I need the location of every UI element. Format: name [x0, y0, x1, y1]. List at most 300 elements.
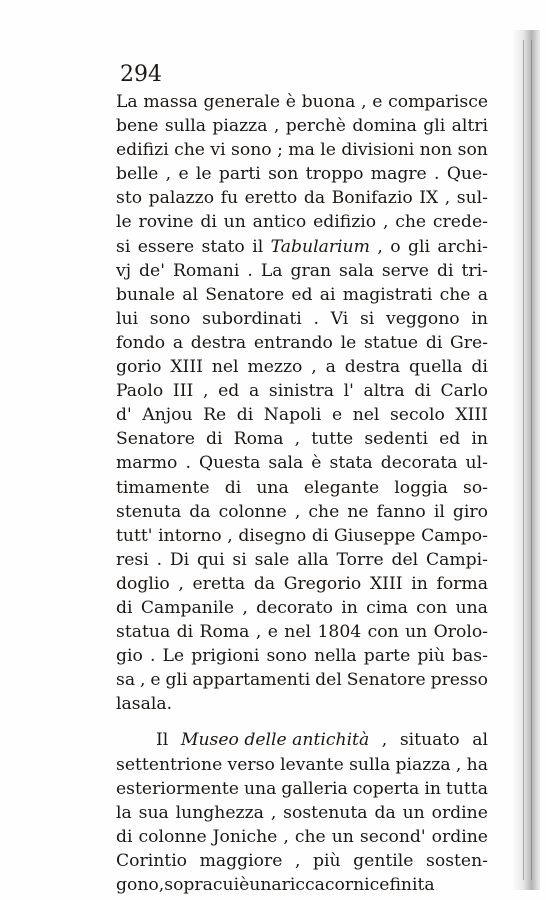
word: .: [185, 453, 191, 474]
word: di: [425, 332, 443, 353]
word: da: [189, 501, 211, 522]
word: elegante: [303, 477, 380, 498]
word: sopra: [164, 875, 213, 895]
word: una: [243, 778, 277, 799]
text-line: [116, 596, 488, 620]
word: Corintio: [116, 850, 188, 871]
word: fu: [220, 188, 239, 209]
word: giro: [452, 501, 488, 522]
word: verso: [227, 754, 275, 775]
word: sala: [339, 260, 374, 281]
word: subordinati: [202, 308, 302, 329]
word: entrando: [253, 332, 333, 353]
word: divisioni: [341, 140, 415, 161]
paragraph: [116, 90, 488, 716]
word: non: [419, 140, 453, 161]
word: ,: [140, 670, 146, 691]
word: galleria: [281, 778, 348, 799]
word: archi-: [437, 236, 488, 257]
text-line: [116, 849, 488, 873]
word: statua: [116, 622, 171, 643]
word: Carlo: [440, 381, 488, 402]
word: gio: [116, 646, 143, 667]
word: ai: [319, 284, 336, 305]
word: si: [232, 549, 247, 570]
word: da: [374, 802, 396, 823]
text-line: [116, 403, 488, 427]
word: tutta: [445, 778, 488, 799]
word: a: [477, 284, 488, 305]
word: che: [174, 140, 205, 161]
word: le: [195, 164, 212, 185]
word: Le: [162, 646, 185, 667]
word: sul-: [456, 188, 488, 209]
word: destra: [344, 357, 401, 378]
word: Campo-: [421, 525, 488, 546]
word: Senatore: [346, 670, 426, 691]
word: tutte: [311, 429, 354, 450]
word: 1804: [317, 622, 362, 643]
word: gli: [423, 116, 446, 137]
word: ,: [202, 381, 209, 402]
word: intorno: [158, 525, 222, 546]
word: domina: [352, 116, 417, 137]
word: a: [325, 357, 336, 378]
word: a: [172, 332, 184, 353]
word: Orolo-: [433, 622, 488, 643]
word: destra: [190, 332, 247, 353]
italic-phrase: Tabularium: [270, 236, 370, 257]
word: sua: [138, 802, 169, 823]
word: statue: [363, 332, 419, 353]
text-line: [116, 668, 488, 692]
word: ,: [255, 622, 262, 643]
word: Gregorio: [283, 573, 362, 594]
word: di: [206, 429, 223, 450]
word: ;: [277, 140, 283, 161]
word: .: [247, 260, 253, 281]
word: l': [343, 381, 354, 402]
word: mezzo: [247, 357, 303, 378]
word: più: [417, 646, 445, 667]
word: ,: [311, 357, 317, 378]
word: sa: [116, 670, 136, 691]
word: decorata: [380, 453, 458, 474]
word: stenuta: [116, 501, 182, 522]
word: magre: [370, 164, 427, 185]
word: sono: [231, 140, 272, 161]
page-number: 294: [120, 62, 162, 87]
word: ,: [381, 730, 388, 751]
word: di: [224, 477, 242, 498]
word: ul-: [465, 453, 488, 474]
word: .: [149, 646, 156, 667]
word: una: [249, 875, 282, 895]
text-line: [116, 210, 488, 234]
word: second': [359, 826, 426, 847]
text-line: [116, 524, 488, 548]
text-line: [116, 801, 488, 825]
word: ordine: [431, 826, 488, 847]
word: le: [340, 332, 357, 353]
word: sala: [131, 694, 167, 715]
word: .: [313, 308, 319, 329]
word: al: [182, 284, 199, 305]
word: Romani: [172, 260, 240, 281]
word: di: [200, 212, 217, 233]
word: La: [260, 260, 283, 281]
word: XIII: [455, 405, 488, 426]
word: Bonifazio: [331, 188, 413, 209]
text-line: [116, 235, 488, 259]
text-line: [116, 379, 488, 403]
word: levante: [280, 754, 344, 775]
text-line: [116, 355, 488, 379]
word: Il: [156, 730, 169, 751]
word: coperta: [352, 778, 420, 799]
word: ,: [273, 116, 280, 137]
text-line: [116, 476, 488, 500]
text-line: [116, 620, 488, 644]
word: Napoli: [263, 405, 322, 426]
word: che: [294, 826, 326, 847]
word: è: [311, 453, 322, 474]
word: prigioni: [191, 646, 260, 667]
text-line: [116, 753, 488, 777]
text-line: [116, 283, 488, 307]
word: ,: [294, 429, 301, 450]
word: sostenuta: [283, 802, 368, 823]
word: le: [116, 212, 132, 233]
word: ,: [294, 850, 301, 871]
word: di: [176, 622, 194, 643]
word: parte: [363, 646, 411, 667]
word: Di: [169, 549, 190, 570]
word: son: [268, 164, 299, 185]
word: con: [367, 622, 399, 643]
word: ordine: [431, 802, 488, 823]
text-line: [116, 114, 488, 138]
word: le: [320, 140, 336, 161]
word: rovine: [138, 212, 194, 233]
word: stata: [329, 453, 373, 474]
word: XIII: [369, 573, 403, 594]
word: che: [395, 212, 427, 233]
word: di: [414, 381, 431, 402]
word: doglio: [116, 573, 170, 594]
word: marmo: [116, 453, 178, 474]
word: timamente: [116, 477, 210, 498]
word: resi: [116, 549, 149, 570]
word: del: [391, 549, 419, 570]
word: piazza: [395, 754, 451, 775]
word: sto: [116, 188, 143, 209]
word: o: [390, 236, 401, 257]
word: un: [405, 622, 428, 643]
word: vi: [210, 140, 226, 161]
word: situato: [399, 730, 460, 751]
word: ed: [218, 381, 240, 402]
word: sedenti: [364, 429, 428, 450]
word: III: [172, 381, 194, 402]
word: da: [253, 573, 276, 594]
page-edge-line: [531, 40, 532, 880]
word: altri: [451, 116, 488, 137]
word: di: [236, 405, 254, 426]
word: bene: [116, 116, 159, 137]
text-line: [116, 728, 488, 752]
word: alla: [297, 549, 329, 570]
word: fanno: [376, 501, 426, 522]
word: belle: [116, 164, 159, 185]
word: Anjou: [142, 405, 193, 426]
word: un: [402, 802, 425, 823]
word: ,: [178, 573, 184, 594]
word: loggia: [394, 477, 448, 498]
word: in: [411, 573, 428, 594]
word: veggono: [385, 308, 460, 329]
word: ,: [444, 188, 451, 209]
text-line: [116, 162, 488, 186]
word: disegno: [238, 525, 307, 546]
word: XIII: [170, 357, 203, 378]
text-line: [116, 259, 488, 283]
text-line: [116, 186, 488, 210]
word: gorio: [116, 357, 162, 378]
word: tutt': [116, 525, 153, 546]
word: da: [303, 188, 326, 209]
word: edifizio: [313, 212, 377, 233]
word: ,: [283, 826, 289, 847]
word: e: [267, 622, 278, 643]
word: una: [256, 477, 289, 498]
word: comparisce: [388, 92, 488, 112]
word: troppo: [305, 164, 364, 185]
word: sono: [266, 646, 308, 667]
word: si: [116, 236, 131, 257]
word: ha: [466, 754, 488, 775]
word: gli: [165, 670, 188, 691]
text-line: [116, 427, 488, 451]
word: sala: [268, 453, 304, 474]
word: fondo: [116, 332, 166, 353]
word: gli: [408, 236, 430, 257]
word: Questa: [199, 453, 261, 474]
word: nel: [284, 622, 312, 643]
word: e: [331, 405, 343, 426]
word: un: [331, 826, 354, 847]
word: edifizi: [116, 140, 169, 161]
word: palazzo: [148, 188, 215, 209]
word: Campi-: [425, 549, 488, 570]
word: gono: [116, 875, 159, 895]
word: essere: [137, 236, 195, 257]
word: che: [308, 501, 340, 522]
word: si: [359, 308, 375, 329]
word: sale: [254, 549, 290, 570]
body-text: [116, 90, 488, 897]
word: La: [116, 92, 138, 112]
word: ricca: [281, 875, 325, 895]
word: ma: [288, 140, 315, 161]
word: serve: [381, 260, 429, 281]
word: Vi: [330, 308, 349, 329]
text-line: [116, 777, 488, 801]
word: in: [424, 778, 441, 799]
word: di: [116, 597, 133, 618]
word: a: [248, 381, 260, 402]
word: bunale: [116, 284, 176, 305]
word: ,: [382, 212, 389, 233]
word: un: [223, 212, 246, 233]
word: son: [457, 140, 488, 161]
italic-phrase: Museo delle antichità: [180, 730, 370, 751]
word: Que-: [446, 164, 488, 185]
word: ,: [455, 754, 462, 775]
word: ,: [165, 164, 172, 185]
word: in: [341, 597, 358, 618]
text-line: [116, 331, 488, 355]
word: so-: [463, 477, 488, 498]
word: tri-: [461, 260, 488, 281]
word: colonne: [138, 826, 207, 847]
word: ,: [294, 501, 301, 522]
word: stato: [201, 236, 245, 257]
text-line: [116, 500, 488, 524]
word: gentile: [353, 850, 414, 871]
word: ,: [227, 525, 233, 546]
word: Giuseppe: [334, 525, 416, 546]
word: crede-: [432, 212, 488, 233]
word: Joniche: [212, 826, 278, 847]
word: Torre: [336, 549, 384, 570]
word: perchè: [285, 116, 346, 137]
text-line: [116, 644, 488, 668]
word: eretto: [244, 188, 298, 209]
word: .: [434, 164, 440, 185]
word: e: [150, 670, 161, 691]
word: massa: [143, 92, 198, 112]
word: Gre-: [450, 332, 488, 353]
word: bas-: [452, 646, 488, 667]
word: di: [471, 357, 488, 378]
word: di: [311, 525, 329, 546]
word: Senatore: [205, 284, 285, 305]
text-line: [116, 873, 488, 897]
word: di: [436, 260, 454, 281]
word: Campanile: [140, 597, 234, 618]
word: parti: [218, 164, 261, 185]
word: sulla: [164, 116, 206, 137]
word: sinistra: [268, 381, 334, 402]
word: lunghezza: [175, 802, 264, 823]
text-line: [116, 90, 488, 114]
word: ed: [291, 284, 313, 305]
word: ,: [361, 92, 367, 112]
word: Roma: [233, 429, 284, 450]
word: ,: [270, 802, 277, 823]
word: di: [116, 826, 133, 847]
word: .: [156, 549, 163, 570]
word: una: [455, 597, 488, 618]
text-line: [116, 307, 488, 331]
word: il: [433, 501, 445, 522]
word: qui: [197, 549, 225, 570]
word: più: [313, 850, 341, 871]
word: in: [471, 429, 488, 450]
word: colonne: [218, 501, 287, 522]
word: IX: [419, 188, 439, 209]
word: ,: [158, 875, 165, 895]
word: Re: [203, 405, 227, 426]
word: antico: [252, 212, 307, 233]
word: esteriormente: [116, 778, 239, 799]
word: sosten-: [426, 850, 488, 871]
word: cornice: [324, 875, 390, 895]
word: del: [315, 670, 342, 691]
word: è: [285, 92, 296, 112]
text-line: [116, 572, 488, 596]
word: de': [139, 260, 165, 281]
word: piazza: [212, 116, 268, 137]
text-line: [116, 825, 488, 849]
word: forma: [436, 573, 488, 594]
word: ed: [439, 429, 461, 450]
word: Paolo: [116, 381, 164, 402]
text-line: [116, 548, 488, 572]
word: cima: [366, 597, 408, 618]
word: eretta: [192, 573, 246, 594]
word: in: [471, 308, 488, 329]
word: vj: [116, 260, 132, 281]
word: il: [252, 236, 264, 257]
word: ,: [242, 597, 248, 618]
word: che: [439, 284, 471, 305]
word: gran: [290, 260, 332, 281]
page-edge-line: [523, 40, 524, 880]
word: cui: [212, 875, 240, 895]
word: Senatore: [116, 429, 195, 450]
word: maggiore: [199, 850, 283, 871]
word: presso: [430, 670, 488, 691]
text-line: [116, 138, 488, 162]
word: nella: [314, 646, 357, 667]
word: nel: [211, 357, 239, 378]
word: generale: [203, 92, 281, 112]
word: finita: [389, 875, 435, 895]
word: sulla: [349, 754, 391, 775]
word: al: [472, 730, 488, 751]
paragraph: [116, 728, 488, 897]
text-line: [116, 692, 488, 716]
word: sono: [149, 308, 191, 329]
word: nel: [352, 405, 380, 426]
page-edge-shadow: [512, 30, 540, 890]
word: è: [239, 875, 250, 895]
word: magistrati: [342, 284, 433, 305]
word: settentrione: [116, 754, 223, 775]
text-line: [116, 451, 488, 475]
word: decorato: [256, 597, 333, 618]
word: appartamenti: [192, 670, 311, 691]
word: altra: [363, 381, 405, 402]
word: e: [178, 164, 189, 185]
word: lui: [116, 308, 139, 329]
word: d': [116, 405, 132, 426]
word: ne: [347, 501, 369, 522]
paragraph-gap: [116, 716, 488, 728]
word: con: [416, 597, 448, 618]
